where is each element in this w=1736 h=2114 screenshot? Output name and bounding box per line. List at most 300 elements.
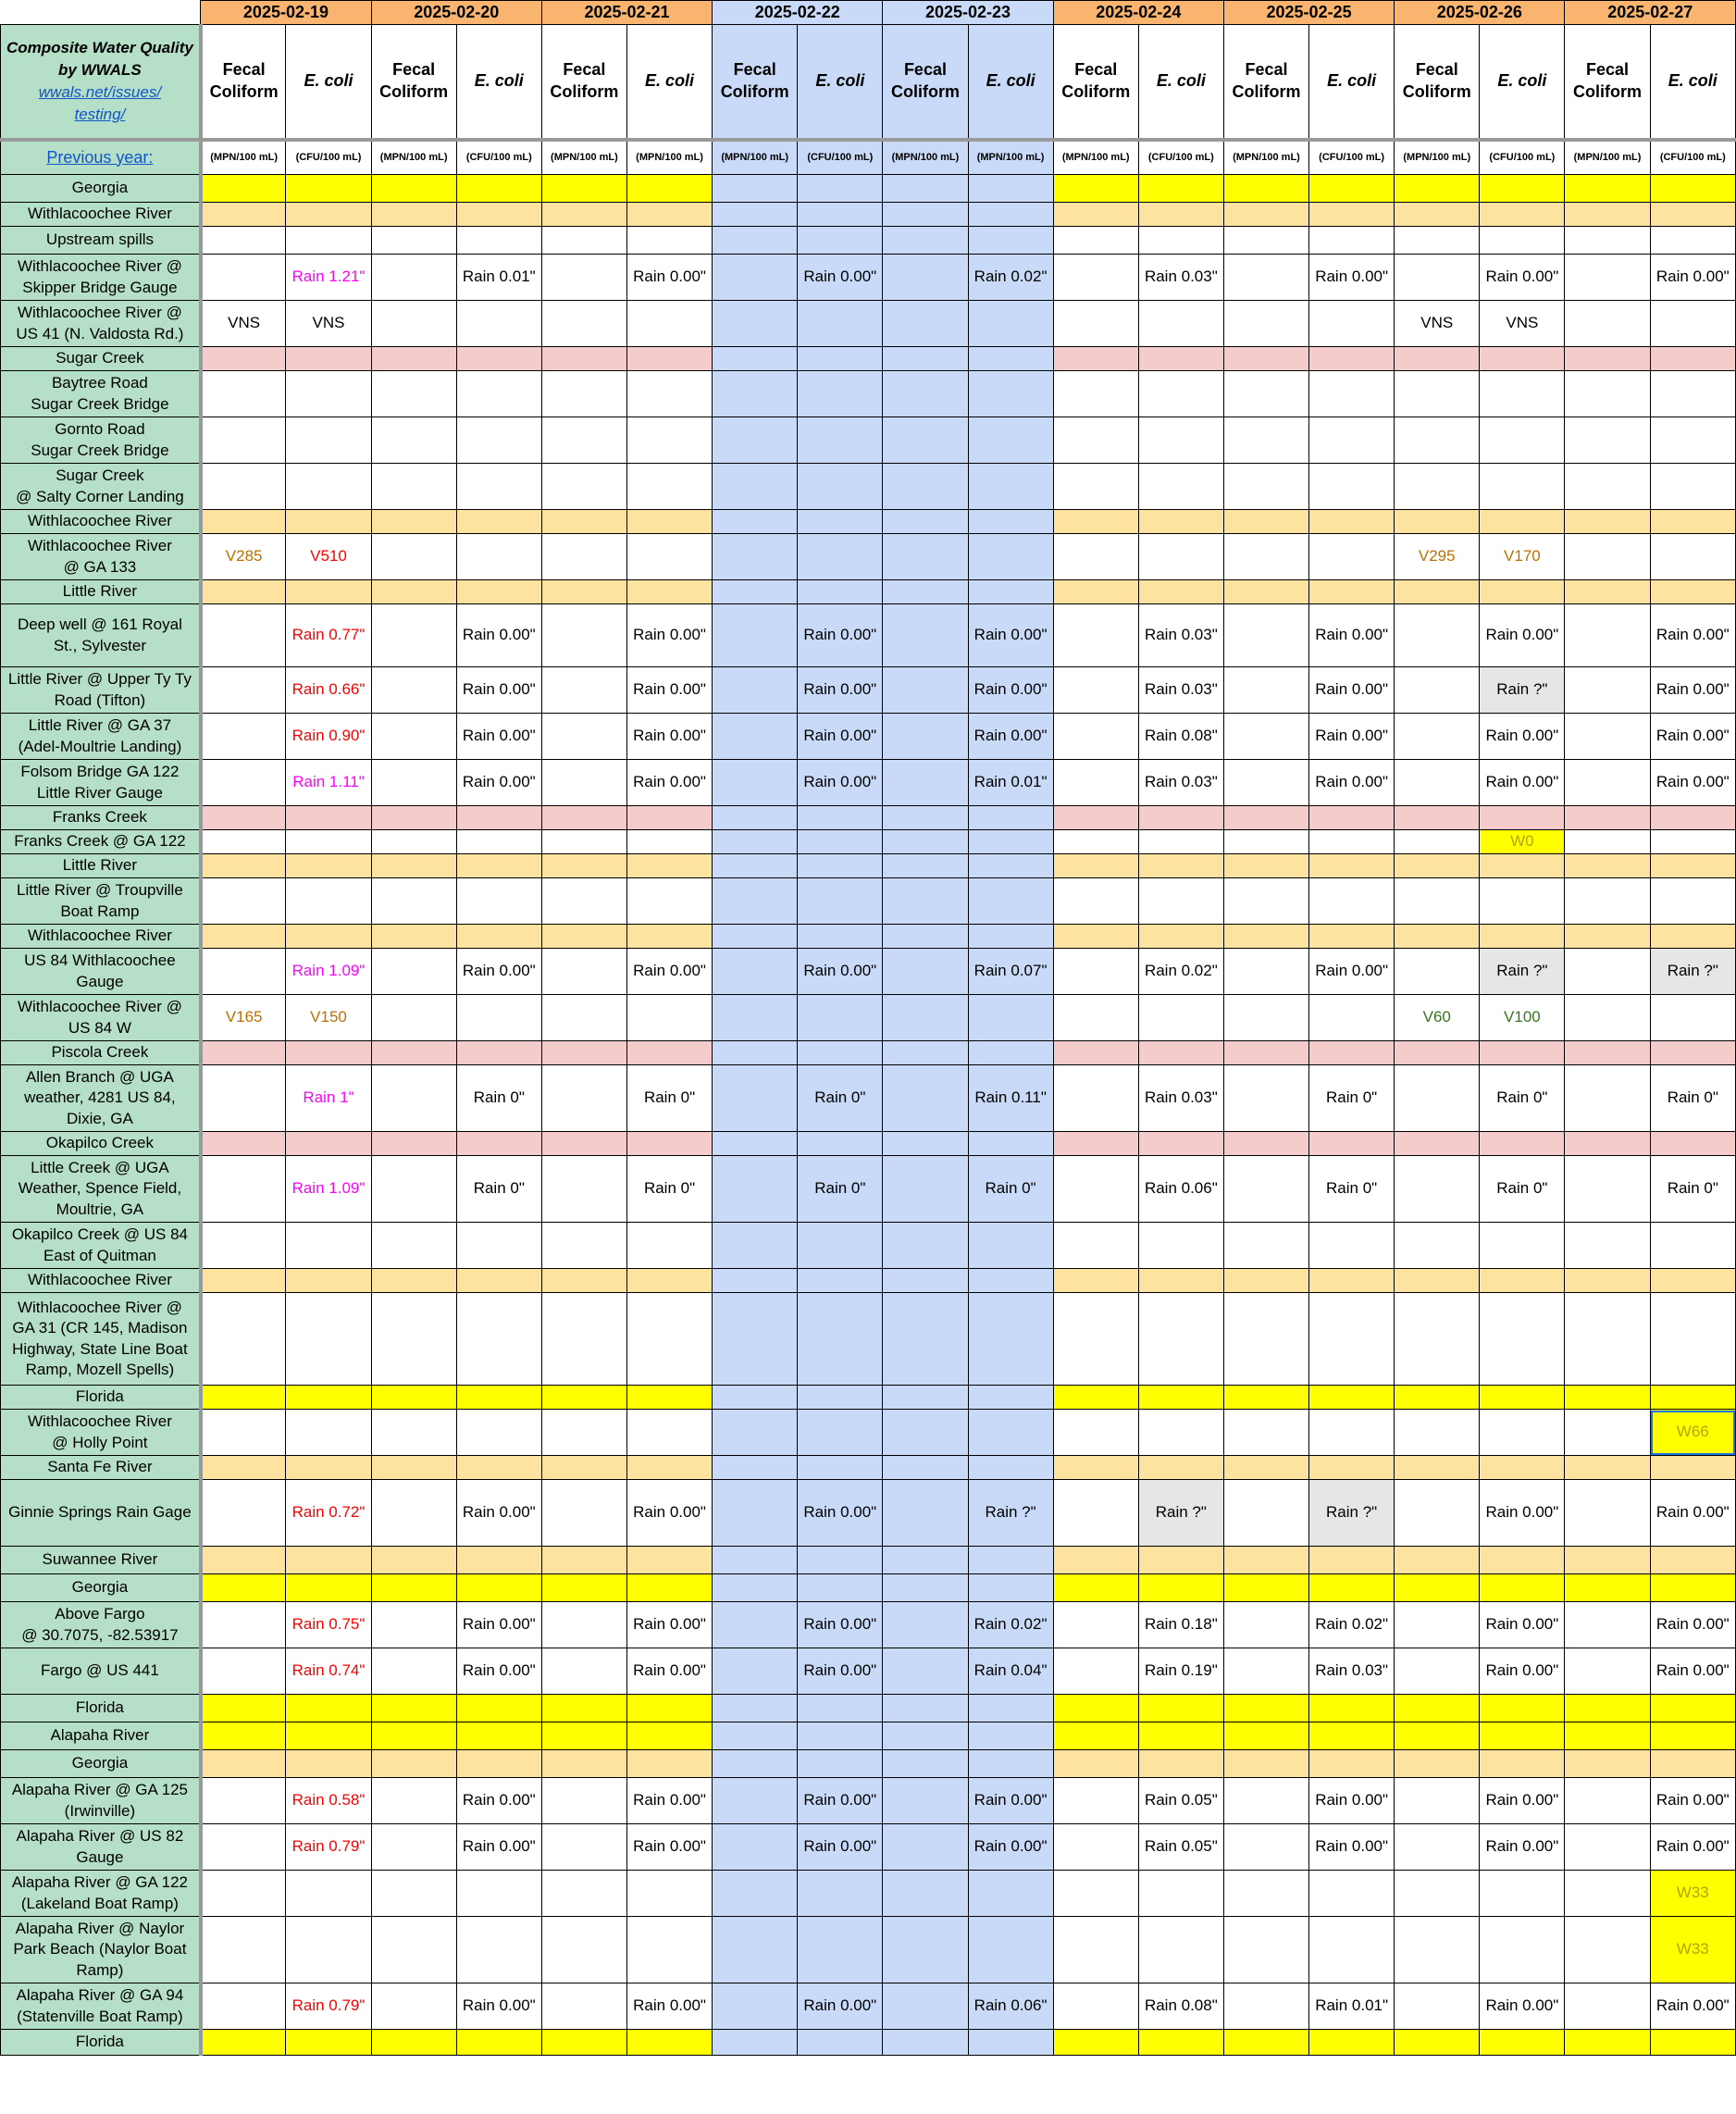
empty-cell[interactable] (1223, 1041, 1308, 1065)
empty-cell[interactable] (201, 1547, 286, 1574)
empty-cell[interactable] (883, 227, 968, 255)
empty-cell[interactable] (1395, 1695, 1480, 1722)
fecal-coliform-header[interactable]: Fecal Coliform (883, 25, 968, 140)
data-cell[interactable]: Rain 0.00" (798, 760, 883, 806)
station-label[interactable]: Santa Fe River (1, 1456, 201, 1480)
empty-cell[interactable] (798, 878, 883, 925)
ecoli-header[interactable]: E. coli (626, 25, 712, 140)
empty-cell[interactable] (883, 1871, 968, 1917)
station-label[interactable]: Withlacoochee River @ GA 133 (1, 534, 201, 580)
data-cell[interactable]: Rain 0.08" (1138, 714, 1223, 760)
empty-cell[interactable] (713, 878, 798, 925)
empty-cell[interactable] (1053, 510, 1138, 534)
empty-cell[interactable] (1138, 580, 1223, 604)
empty-cell[interactable] (286, 1574, 371, 1602)
empty-cell[interactable] (1309, 2030, 1395, 2056)
station-label[interactable]: Withlacoochee River @ Holly Point (1, 1410, 201, 1456)
data-cell[interactable]: Rain 0.00" (798, 667, 883, 714)
empty-cell[interactable] (968, 1722, 1053, 1750)
empty-cell[interactable] (1395, 1456, 1480, 1480)
data-cell[interactable]: Rain 0.00" (456, 714, 541, 760)
empty-cell[interactable] (713, 1983, 798, 2030)
empty-cell[interactable] (883, 1778, 968, 1824)
empty-cell[interactable] (456, 925, 541, 949)
empty-cell[interactable] (201, 714, 286, 760)
empty-cell[interactable] (286, 1722, 371, 1750)
empty-cell[interactable] (713, 1410, 798, 1456)
empty-cell[interactable] (713, 760, 798, 806)
empty-cell[interactable] (713, 1269, 798, 1293)
data-cell[interactable]: Rain 0.00" (798, 714, 883, 760)
empty-cell[interactable] (1053, 347, 1138, 371)
empty-cell[interactable] (541, 1547, 626, 1574)
empty-cell[interactable] (713, 510, 798, 534)
empty-cell[interactable] (201, 667, 286, 714)
empty-cell[interactable] (1480, 1410, 1565, 1456)
empty-cell[interactable] (1309, 1269, 1395, 1293)
empty-cell[interactable] (626, 417, 712, 464)
data-cell[interactable]: Rain 0.00" (1480, 604, 1565, 667)
fecal-coliform-header[interactable]: Fecal Coliform (541, 25, 626, 140)
empty-cell[interactable] (541, 1293, 626, 1386)
data-cell[interactable]: Rain 0.00" (798, 949, 883, 995)
empty-cell[interactable] (798, 371, 883, 417)
empty-cell[interactable] (541, 1648, 626, 1695)
empty-cell[interactable] (626, 1269, 712, 1293)
empty-cell[interactable] (1138, 175, 1223, 203)
empty-cell[interactable] (1309, 464, 1395, 510)
empty-cell[interactable] (286, 854, 371, 878)
empty-cell[interactable] (456, 1386, 541, 1410)
previous-year-link[interactable]: Previous year: (1, 140, 201, 175)
empty-cell[interactable] (1565, 925, 1650, 949)
empty-cell[interactable] (1223, 534, 1308, 580)
empty-cell[interactable] (1138, 301, 1223, 347)
empty-cell[interactable] (1053, 1917, 1138, 1983)
empty-cell[interactable] (626, 1386, 712, 1410)
data-cell[interactable]: Rain ?" (1138, 1480, 1223, 1547)
empty-cell[interactable] (1138, 1041, 1223, 1065)
empty-cell[interactable] (541, 995, 626, 1041)
empty-cell[interactable] (286, 464, 371, 510)
date-header-2025-02-27[interactable]: 2025-02-27 (1565, 1, 1736, 25)
data-cell[interactable]: Rain 0.00" (626, 1824, 712, 1871)
empty-cell[interactable] (456, 1574, 541, 1602)
data-cell[interactable]: Rain 0.00" (798, 604, 883, 667)
empty-cell[interactable] (541, 347, 626, 371)
data-cell[interactable]: Rain 1.21" (286, 255, 371, 301)
data-cell[interactable]: Rain 0.00" (1480, 255, 1565, 301)
data-cell[interactable]: Rain 0.00" (626, 1778, 712, 1824)
empty-cell[interactable] (286, 1917, 371, 1983)
station-label[interactable]: Alapaha River @ GA 122 (Lakeland Boat Ramp) (1, 1871, 201, 1917)
empty-cell[interactable] (1480, 203, 1565, 227)
empty-cell[interactable] (371, 854, 456, 878)
empty-cell[interactable] (456, 1410, 541, 1456)
empty-cell[interactable] (1309, 1456, 1395, 1480)
empty-cell[interactable] (201, 175, 286, 203)
empty-cell[interactable] (1395, 604, 1480, 667)
empty-cell[interactable] (713, 580, 798, 604)
empty-cell[interactable] (456, 1293, 541, 1386)
empty-cell[interactable] (1053, 1223, 1138, 1269)
data-cell[interactable]: Rain ?" (1309, 1480, 1395, 1547)
empty-cell[interactable] (1395, 667, 1480, 714)
testing-link[interactable]: wwals.net/issues/ testing/ (38, 82, 162, 123)
station-label[interactable]: Withlacoochee River (1, 925, 201, 949)
empty-cell[interactable] (1395, 1547, 1480, 1574)
empty-cell[interactable] (1309, 854, 1395, 878)
empty-cell[interactable] (1565, 580, 1650, 604)
unit-cell[interactable]: (MPN/100 mL) (1395, 140, 1480, 175)
empty-cell[interactable] (883, 175, 968, 203)
empty-cell[interactable] (286, 1223, 371, 1269)
empty-cell[interactable] (1395, 1480, 1480, 1547)
empty-cell[interactable] (798, 175, 883, 203)
empty-cell[interactable] (713, 203, 798, 227)
empty-cell[interactable] (1053, 371, 1138, 417)
empty-cell[interactable] (201, 1386, 286, 1410)
data-cell[interactable]: Rain 0.00" (798, 1648, 883, 1695)
empty-cell[interactable] (1138, 1750, 1223, 1778)
data-cell[interactable]: Rain 0.00" (456, 1480, 541, 1547)
fecal-coliform-header[interactable]: Fecal Coliform (713, 25, 798, 140)
data-cell[interactable]: Rain 0.00" (1650, 667, 1735, 714)
empty-cell[interactable] (968, 1695, 1053, 1722)
date-header-2025-02-21[interactable]: 2025-02-21 (541, 1, 712, 25)
empty-cell[interactable] (1223, 1269, 1308, 1293)
empty-cell[interactable] (626, 510, 712, 534)
station-label[interactable]: Fargo @ US 441 (1, 1648, 201, 1695)
data-cell[interactable]: Rain 0.00" (626, 1983, 712, 2030)
data-cell[interactable]: Rain 0" (456, 1065, 541, 1132)
empty-cell[interactable] (1650, 534, 1735, 580)
empty-cell[interactable] (626, 1547, 712, 1574)
empty-cell[interactable] (626, 1041, 712, 1065)
empty-cell[interactable] (1053, 830, 1138, 854)
empty-cell[interactable] (201, 1132, 286, 1156)
empty-cell[interactable] (1650, 417, 1735, 464)
empty-cell[interactable] (1650, 1456, 1735, 1480)
empty-cell[interactable] (371, 830, 456, 854)
empty-cell[interactable] (1138, 1132, 1223, 1156)
empty-cell[interactable] (1309, 1871, 1395, 1917)
empty-cell[interactable] (201, 1065, 286, 1132)
empty-cell[interactable] (456, 2030, 541, 2056)
empty-cell[interactable] (1650, 371, 1735, 417)
empty-cell[interactable] (1223, 1132, 1308, 1156)
empty-cell[interactable] (1309, 1132, 1395, 1156)
empty-cell[interactable] (883, 1547, 968, 1574)
empty-cell[interactable] (456, 464, 541, 510)
empty-cell[interactable] (1138, 1574, 1223, 1602)
empty-cell[interactable] (1223, 1065, 1308, 1132)
empty-cell[interactable] (798, 2030, 883, 2056)
data-cell[interactable]: Rain 0.02" (968, 255, 1053, 301)
empty-cell[interactable] (1395, 175, 1480, 203)
empty-cell[interactable] (1053, 464, 1138, 510)
data-cell[interactable]: Rain 0.00" (1650, 1480, 1735, 1547)
empty-cell[interactable] (286, 347, 371, 371)
date-header-2025-02-22[interactable]: 2025-02-22 (713, 1, 883, 25)
empty-cell[interactable] (798, 1132, 883, 1156)
empty-cell[interactable] (713, 1602, 798, 1648)
empty-cell[interactable] (883, 417, 968, 464)
data-cell[interactable]: Rain 0.03" (1138, 1065, 1223, 1132)
empty-cell[interactable] (201, 347, 286, 371)
empty-cell[interactable] (1223, 995, 1308, 1041)
empty-cell[interactable] (1053, 1750, 1138, 1778)
empty-cell[interactable] (713, 1695, 798, 1722)
empty-cell[interactable] (371, 1824, 456, 1871)
empty-cell[interactable] (626, 995, 712, 1041)
empty-cell[interactable] (371, 760, 456, 806)
empty-cell[interactable] (286, 1695, 371, 1722)
empty-cell[interactable] (968, 1917, 1053, 1983)
empty-cell[interactable] (1565, 255, 1650, 301)
empty-cell[interactable] (371, 417, 456, 464)
data-cell[interactable]: Rain 0.02" (1309, 1602, 1395, 1648)
empty-cell[interactable] (1223, 1480, 1308, 1547)
data-cell[interactable]: V100 (1480, 995, 1565, 1041)
empty-cell[interactable] (1565, 1871, 1650, 1917)
empty-cell[interactable] (1565, 806, 1650, 830)
station-label[interactable]: Withlacoochee River @ Skipper Bridge Gauge (1, 255, 201, 301)
empty-cell[interactable] (1650, 1574, 1735, 1602)
empty-cell[interactable] (1565, 1456, 1650, 1480)
empty-cell[interactable] (713, 1824, 798, 1871)
empty-cell[interactable] (1650, 227, 1735, 255)
empty-cell[interactable] (1395, 1574, 1480, 1602)
empty-cell[interactable] (1053, 1156, 1138, 1223)
empty-cell[interactable] (541, 1917, 626, 1983)
empty-cell[interactable] (713, 301, 798, 347)
data-cell[interactable]: Rain 0.00" (626, 1480, 712, 1547)
empty-cell[interactable] (798, 925, 883, 949)
empty-cell[interactable] (1223, 510, 1308, 534)
data-cell[interactable]: Rain 0.00" (1480, 1824, 1565, 1871)
empty-cell[interactable] (1223, 1574, 1308, 1602)
ecoli-header[interactable]: E. coli (1138, 25, 1223, 140)
unit-cell[interactable]: (CFU/100 mL) (1309, 140, 1395, 175)
data-cell[interactable]: W33 (1650, 1917, 1735, 1983)
empty-cell[interactable] (1480, 1223, 1565, 1269)
empty-cell[interactable] (1138, 371, 1223, 417)
data-cell[interactable]: Rain 0.00" (798, 1983, 883, 2030)
data-cell[interactable]: Rain 0.79" (286, 1824, 371, 1871)
station-label[interactable]: Withlacoochee River (1, 510, 201, 534)
empty-cell[interactable] (968, 1293, 1053, 1386)
empty-cell[interactable] (968, 995, 1053, 1041)
empty-cell[interactable] (201, 830, 286, 854)
empty-cell[interactable] (713, 1648, 798, 1695)
empty-cell[interactable] (626, 1574, 712, 1602)
empty-cell[interactable] (1565, 1223, 1650, 1269)
station-label[interactable]: Sugar Creek @ Salty Corner Landing (1, 464, 201, 510)
fecal-coliform-header[interactable]: Fecal Coliform (201, 25, 286, 140)
unit-cell[interactable]: (MPN/100 mL) (968, 140, 1053, 175)
empty-cell[interactable] (201, 1871, 286, 1917)
station-label[interactable]: Okapilco Creek (1, 1132, 201, 1156)
empty-cell[interactable] (286, 227, 371, 255)
empty-cell[interactable] (1650, 1722, 1735, 1750)
data-cell[interactable]: Rain 0" (1309, 1065, 1395, 1132)
station-label[interactable]: Alapaha River @ US 82 Gauge (1, 1824, 201, 1871)
empty-cell[interactable] (1223, 2030, 1308, 2056)
empty-cell[interactable] (1053, 1824, 1138, 1871)
data-cell[interactable]: Rain 0.03" (1138, 255, 1223, 301)
empty-cell[interactable] (1565, 667, 1650, 714)
empty-cell[interactable] (883, 1695, 968, 1722)
empty-cell[interactable] (456, 854, 541, 878)
data-cell[interactable]: Rain 0.11" (968, 1065, 1053, 1132)
empty-cell[interactable] (713, 1917, 798, 1983)
ecoli-header[interactable]: E. coli (968, 25, 1053, 140)
empty-cell[interactable] (1565, 371, 1650, 417)
empty-cell[interactable] (798, 1722, 883, 1750)
empty-cell[interactable] (541, 1824, 626, 1871)
empty-cell[interactable] (798, 580, 883, 604)
empty-cell[interactable] (883, 1065, 968, 1132)
empty-cell[interactable] (541, 1132, 626, 1156)
empty-cell[interactable] (371, 806, 456, 830)
empty-cell[interactable] (1565, 760, 1650, 806)
empty-cell[interactable] (286, 806, 371, 830)
date-header-2025-02-24[interactable]: 2025-02-24 (1053, 1, 1223, 25)
empty-cell[interactable] (713, 854, 798, 878)
empty-cell[interactable] (371, 1386, 456, 1410)
empty-cell[interactable] (626, 371, 712, 417)
station-label[interactable]: Piscola Creek (1, 1041, 201, 1065)
empty-cell[interactable] (541, 1041, 626, 1065)
empty-cell[interactable] (371, 534, 456, 580)
data-cell[interactable]: Rain ?" (968, 1480, 1053, 1547)
data-cell[interactable]: Rain 0" (626, 1156, 712, 1223)
empty-cell[interactable] (1223, 1547, 1308, 1574)
empty-cell[interactable] (968, 878, 1053, 925)
data-cell[interactable]: Rain 0.00" (798, 1824, 883, 1871)
empty-cell[interactable] (713, 1386, 798, 1410)
empty-cell[interactable] (286, 1456, 371, 1480)
empty-cell[interactable] (713, 949, 798, 995)
data-cell[interactable]: Rain 0" (456, 1156, 541, 1223)
empty-cell[interactable] (713, 534, 798, 580)
unit-cell[interactable]: (MPN/100 mL) (201, 140, 286, 175)
empty-cell[interactable] (1309, 227, 1395, 255)
empty-cell[interactable] (371, 1480, 456, 1547)
station-label[interactable]: Withlacoochee River @ GA 31 (CR 145, Madison Highway, State Line Boat Ramp, Mozell Spells) (1, 1293, 201, 1386)
empty-cell[interactable] (883, 347, 968, 371)
empty-cell[interactable] (371, 1156, 456, 1223)
empty-cell[interactable] (456, 301, 541, 347)
station-label[interactable]: Above Fargo @ 30.7075, -82.53917 (1, 1602, 201, 1648)
empty-cell[interactable] (1138, 995, 1223, 1041)
station-label[interactable]: Sugar Creek (1, 347, 201, 371)
empty-cell[interactable] (968, 1041, 1053, 1065)
empty-cell[interactable] (1395, 1824, 1480, 1871)
data-cell[interactable]: Rain 0.00" (1650, 1602, 1735, 1648)
empty-cell[interactable] (1223, 806, 1308, 830)
empty-cell[interactable] (1395, 1648, 1480, 1695)
empty-cell[interactable] (371, 1648, 456, 1695)
empty-cell[interactable] (1395, 1065, 1480, 1132)
data-cell[interactable]: Rain 0" (798, 1065, 883, 1132)
empty-cell[interactable] (1053, 878, 1138, 925)
empty-cell[interactable] (713, 417, 798, 464)
data-cell[interactable]: Rain 0.00" (1650, 1648, 1735, 1695)
empty-cell[interactable] (1223, 1223, 1308, 1269)
empty-cell[interactable] (968, 1386, 1053, 1410)
empty-cell[interactable] (201, 1480, 286, 1547)
empty-cell[interactable] (1223, 347, 1308, 371)
empty-cell[interactable] (713, 464, 798, 510)
data-cell[interactable]: Rain 0.05" (1138, 1824, 1223, 1871)
empty-cell[interactable] (626, 806, 712, 830)
empty-cell[interactable] (1309, 925, 1395, 949)
empty-cell[interactable] (1138, 203, 1223, 227)
empty-cell[interactable] (541, 227, 626, 255)
empty-cell[interactable] (1565, 1648, 1650, 1695)
empty-cell[interactable] (1565, 1547, 1650, 1574)
empty-cell[interactable] (1309, 806, 1395, 830)
empty-cell[interactable] (1395, 949, 1480, 995)
empty-cell[interactable] (1223, 1410, 1308, 1456)
empty-cell[interactable] (1309, 371, 1395, 417)
date-header-2025-02-26[interactable]: 2025-02-26 (1395, 1, 1565, 25)
data-cell[interactable]: Rain 0.00" (968, 667, 1053, 714)
ecoli-header[interactable]: E. coli (456, 25, 541, 140)
empty-cell[interactable] (713, 347, 798, 371)
empty-cell[interactable] (1565, 1983, 1650, 2030)
empty-cell[interactable] (456, 1456, 541, 1480)
data-cell[interactable]: Rain 0.00" (626, 1648, 712, 1695)
date-header-2025-02-25[interactable]: 2025-02-25 (1223, 1, 1394, 25)
empty-cell[interactable] (626, 830, 712, 854)
empty-cell[interactable] (371, 667, 456, 714)
empty-cell[interactable] (1223, 1824, 1308, 1871)
empty-cell[interactable] (371, 2030, 456, 2056)
empty-cell[interactable] (1565, 1695, 1650, 1722)
empty-cell[interactable] (1053, 1293, 1138, 1386)
data-cell[interactable]: V170 (1480, 534, 1565, 580)
empty-cell[interactable] (201, 510, 286, 534)
empty-cell[interactable] (286, 925, 371, 949)
data-cell[interactable]: Rain 0.01" (1309, 1983, 1395, 2030)
empty-cell[interactable] (1309, 1722, 1395, 1750)
empty-cell[interactable] (883, 995, 968, 1041)
empty-cell[interactable] (1223, 604, 1308, 667)
empty-cell[interactable] (1480, 227, 1565, 255)
empty-cell[interactable] (883, 1223, 968, 1269)
empty-cell[interactable] (626, 1410, 712, 1456)
empty-cell[interactable] (1650, 1386, 1735, 1410)
unit-cell[interactable]: (CFU/100 mL) (1480, 140, 1565, 175)
ecoli-header[interactable]: E. coli (1650, 25, 1735, 140)
empty-cell[interactable] (883, 1293, 968, 1386)
empty-cell[interactable] (541, 1065, 626, 1132)
empty-cell[interactable] (968, 2030, 1053, 2056)
station-label[interactable]: Suwannee River (1, 1547, 201, 1574)
station-label[interactable]: Little River @ Upper Ty Ty Road (Tifton) (1, 667, 201, 714)
empty-cell[interactable] (1395, 580, 1480, 604)
station-label[interactable]: Allen Branch @ UGA weather, 4281 US 84, Dixie, GA (1, 1065, 201, 1132)
empty-cell[interactable] (456, 510, 541, 534)
data-cell[interactable]: VNS (1395, 301, 1480, 347)
data-cell[interactable]: V150 (286, 995, 371, 1041)
empty-cell[interactable] (371, 347, 456, 371)
empty-cell[interactable] (1053, 1602, 1138, 1648)
data-cell[interactable]: Rain 0.06" (968, 1983, 1053, 2030)
